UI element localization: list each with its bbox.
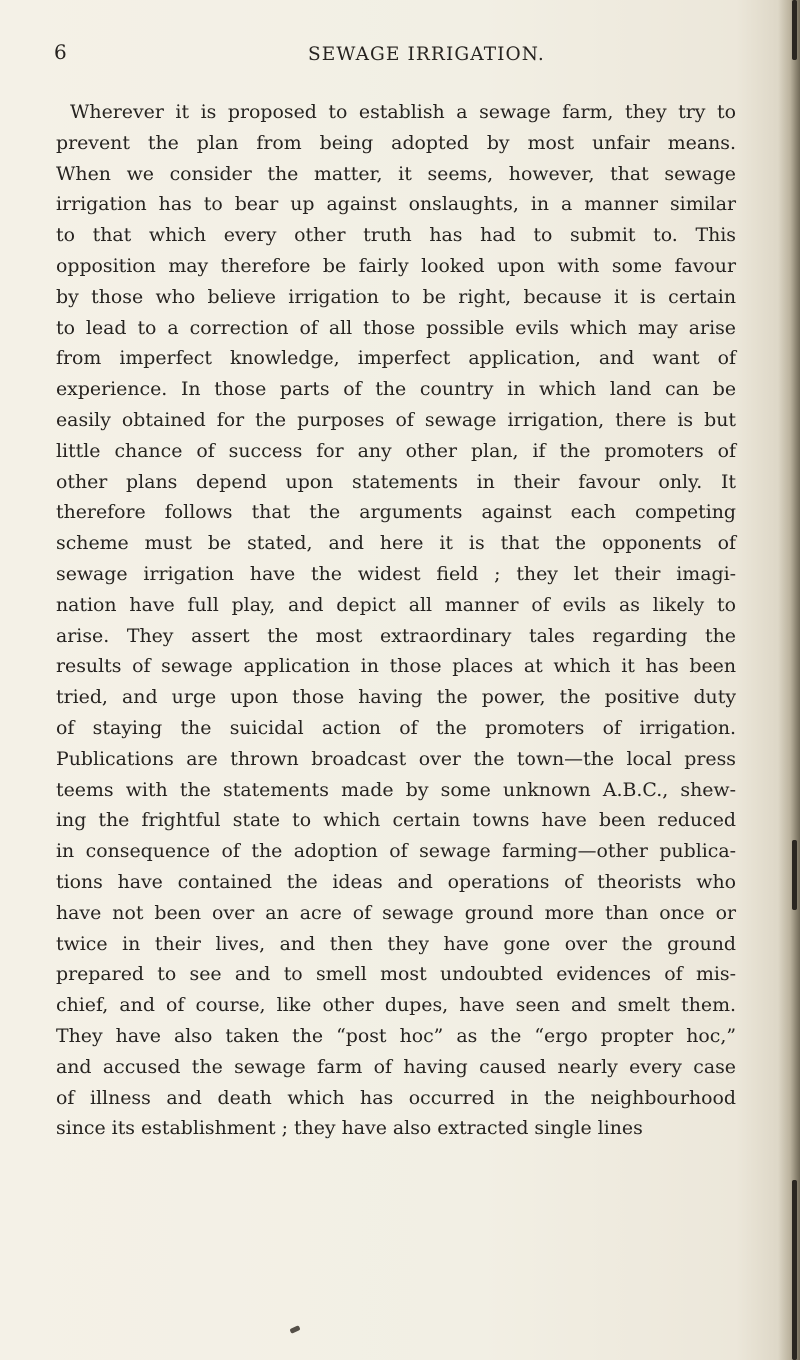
text-line: prevent the plan from being adopted by most unfair means. xyxy=(56,131,736,154)
page-edge-mark xyxy=(792,1180,797,1360)
text-line: of illness and death which has occurred in the neighbourhood xyxy=(56,1086,736,1109)
text-line: They have also taken the “post hoc” as the “ergo propter hoc,” xyxy=(56,1024,736,1047)
text-line: teems with the statements made by some unknown A.B.C., shew- xyxy=(56,778,736,801)
text-line: irrigation has to bear up against onslaughts, in a manner similar xyxy=(56,193,736,216)
text-line: by those who believe irrigation to be right, because it is certain xyxy=(56,285,736,308)
text-line: therefore follows that the arguments against each competing xyxy=(56,501,736,524)
text-line: experience. In those parts of the country in which land can be xyxy=(56,378,736,401)
body-paragraph xyxy=(56,97,736,1144)
text-line: When we consider the matter, it seems, however, that sewage xyxy=(56,162,736,185)
ink-speck xyxy=(289,1325,300,1334)
text-line: little chance of success for any other plan, if the promoters of xyxy=(56,439,736,462)
text-line: results of sewage application in those places at which it has been xyxy=(56,655,736,678)
text-line: sewage irrigation have the widest field ; they let their imagi- xyxy=(56,562,736,585)
text-line: arise. They assert the most extraordinary tales regarding the xyxy=(56,624,736,647)
text-line: in consequence of the adoption of sewage farming—other publica- xyxy=(56,840,736,863)
text-line: have not been over an acre of sewage ground more than once or xyxy=(56,901,736,924)
text-line: chief, and of course, like other dupes, have seen and smelt them. xyxy=(56,994,736,1017)
text-line: scheme must be stated, and here it is that the opponents of xyxy=(56,532,736,555)
text-line: twice in their lives, and then they have gone over the ground xyxy=(56,932,736,955)
text-line: to lead to a correction of all those possible evils which may arise xyxy=(56,316,736,339)
text-line: Wherever it is proposed to establish a sewage farm, they try to xyxy=(70,101,736,123)
text-line: and accused the sewage farm of having caused nearly every case xyxy=(56,1055,736,1078)
text-line: easily obtained for the purposes of sewage irrigation, there is but xyxy=(56,408,736,431)
text-line: from imperfect knowledge, imperfect application, and want of xyxy=(56,347,736,370)
text-line: tried, and urge upon those having the power, the positive duty xyxy=(56,686,736,709)
page-edge-mark xyxy=(792,0,797,60)
text-line: nation have full play, and depict all manner of evils as likely to xyxy=(56,593,736,616)
text-line: of staying the suicidal action of the promoters of irrigation. xyxy=(56,716,736,739)
running-head: SEWAGE IRRIGATION. xyxy=(308,44,545,65)
text-line: ing the frightful state to which certain towns have been reduced xyxy=(56,809,736,832)
text-line: other plans depend upon statements in their favour only. It xyxy=(56,470,736,493)
page-number: 6 xyxy=(54,40,68,64)
text-line: to that which every other truth has had to submit to. This xyxy=(56,224,736,247)
text-line: opposition may therefore be fairly looked upon with some favour xyxy=(56,254,736,277)
page-edge-mark xyxy=(792,840,797,910)
page-edge-shadow xyxy=(778,0,800,1360)
text-line: since its establishment ; they have also extracted single lines xyxy=(56,1117,643,1140)
text-line: prepared to see and to smell most undoubted evidences of mis- xyxy=(56,963,736,986)
text-line: Publications are thrown broadcast over the town—the local press xyxy=(56,747,736,770)
text-line: tions have contained the ideas and operations of theorists who xyxy=(56,870,736,893)
